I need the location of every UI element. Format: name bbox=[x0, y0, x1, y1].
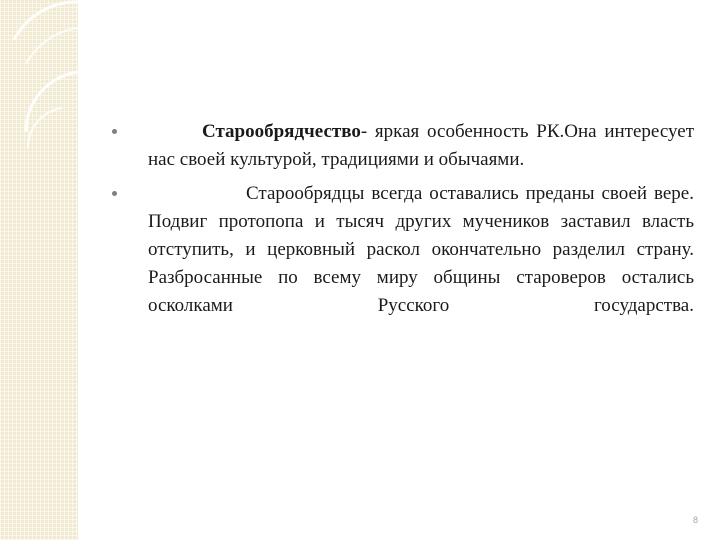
slide-body bbox=[112, 118, 694, 326]
bullet-dot bbox=[112, 191, 117, 196]
bullet-text: Старообрядцы всегда оставались преданы своей вере. Подвиг протопопа и тысяч других мучеников заставил власть отступить, и церковный раскол окончательно разделил страну. Разбросанные по всему миру общины староверов остались осколками Русского государства. bbox=[148, 183, 694, 316]
bold-term: Старообрядчество bbox=[202, 121, 361, 142]
bullet-item-2 bbox=[112, 180, 694, 320]
slide-number: 8 bbox=[692, 515, 698, 525]
bullet-text: - яркая особенность РК.Она интересует нас своей культурой, традициями и обычаями. bbox=[148, 121, 694, 170]
decorative-arcs bbox=[0, 0, 78, 540]
bullet-item-1 bbox=[112, 118, 694, 174]
bullet-dot bbox=[112, 129, 117, 134]
decorative-side-band bbox=[0, 0, 78, 540]
